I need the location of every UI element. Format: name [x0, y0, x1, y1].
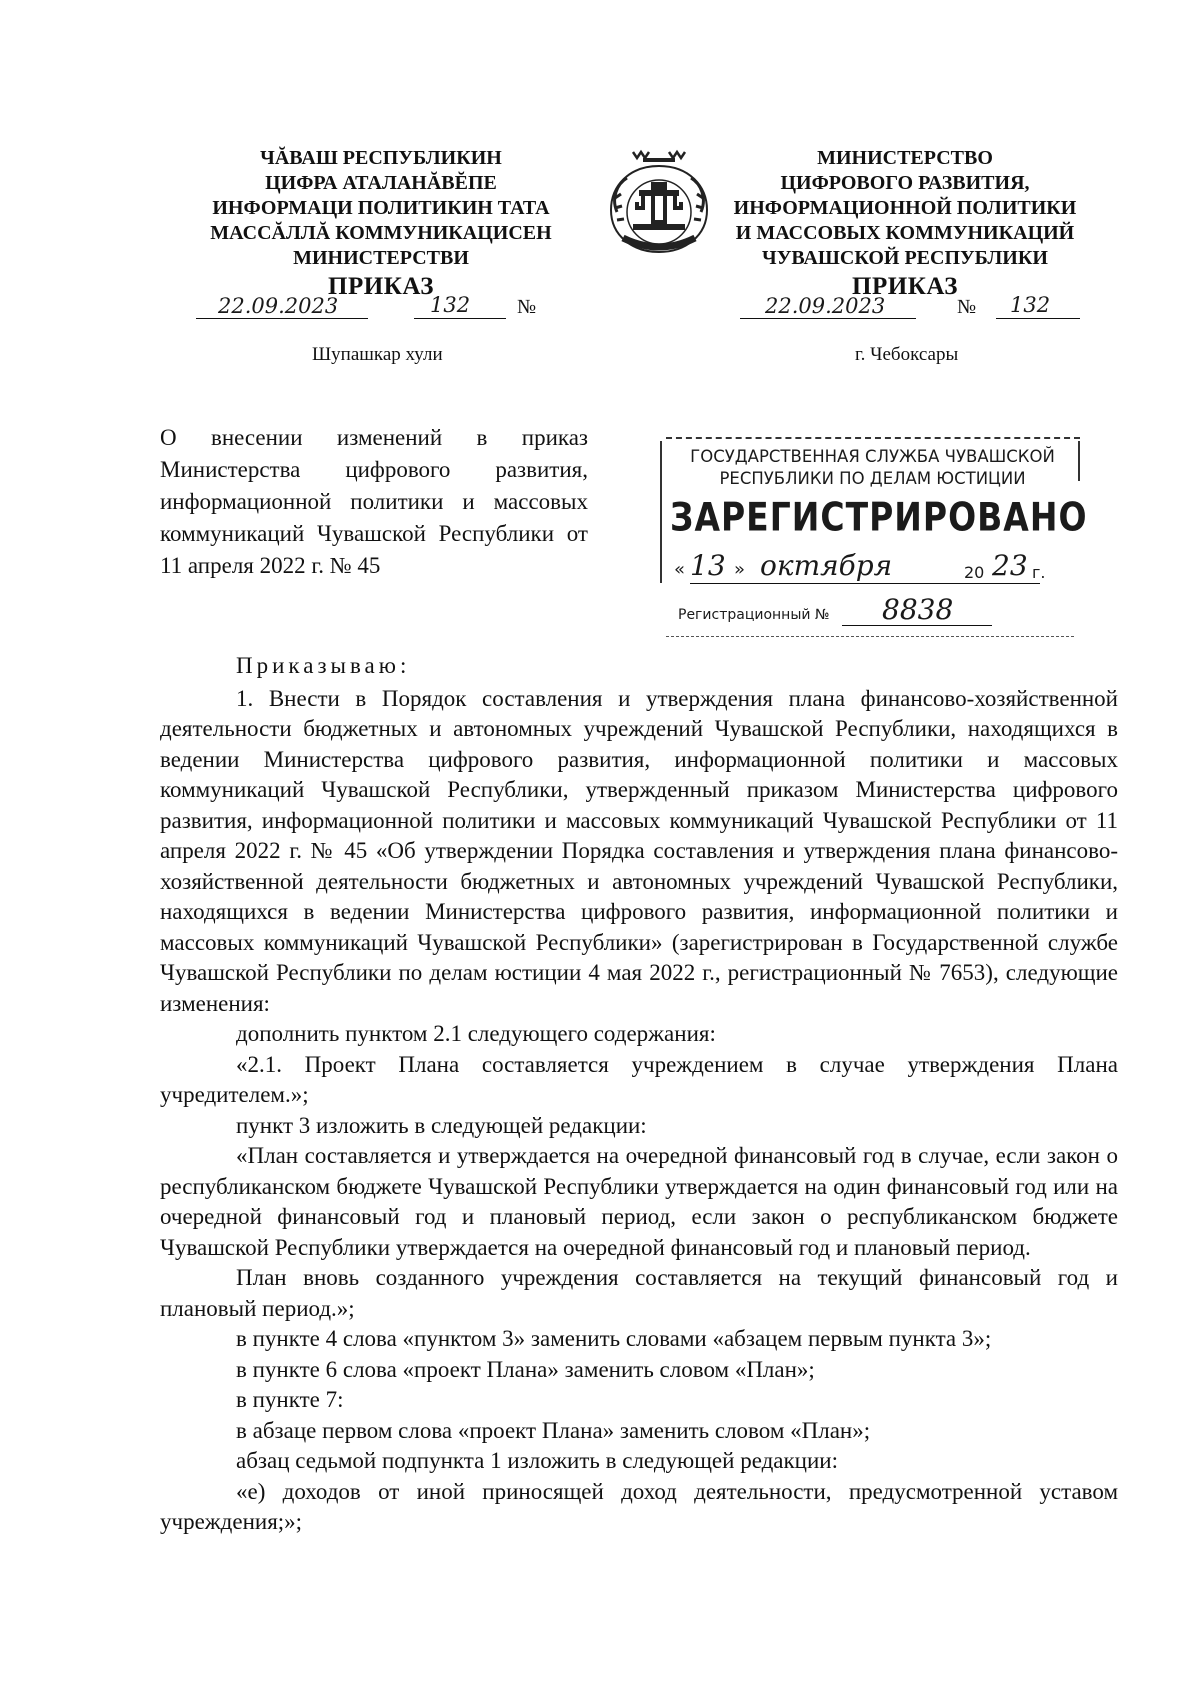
body-paragraph: в пункте 4 слова «пунктом 3» заменить словами «абзацем первым пункта 3»; [236, 1326, 992, 1351]
header-left-line: МИНИСТЕРСТВИ [293, 247, 469, 269]
body-paragraph: пункт 3 изложить в следующей редакции: [236, 1112, 647, 1138]
body-paragraph: «План составляется и утверждается на очередной финансовый год в случае, если закон о республиканском бюджете Чувашской Республики утверждается на один финансовый год или на очередной финансовый год и плановый период, если закон о республиканском бюджете Чувашской Республики утверждается на очередной финансовый год и плановый период. [160, 1143, 1118, 1260]
stamp-month-handwritten: октября [760, 549, 893, 582]
stamp-day-handwritten: 13 [690, 549, 726, 582]
header-right-line: ЧУВАШСКОЙ РЕСПУБЛИКИ [762, 247, 1048, 269]
handwritten-date-left: 22.09.2023 [218, 294, 339, 318]
body-paragraph: 1. Внести в Порядок составления и утверждения плана финансово-хозяйственной деятельности бюджетных и автономных учреждений Чувашской Республики, находящихся в ведении Министерства цифрового развития, информационной политики и массовых коммуникаций Чувашской Республики, утвержденный приказом Министерства цифрового развития, информационной политики и массовых коммуникаций Чувашской Республики от 11 апреля 2022 г. № 45 «Об утверждении Порядка составления и утверждения плана финансово-хозяйственной деятельности бюджетных и автономных учреждений Чувашской Республики, находящихся в ведении Министерства цифрового развития, информационной политики и массовых коммуникаций Чувашской Республики» (зарегистрирован в Государственной службе Чувашской Республики по делам юстиции 4 мая 2022 г., регистрационный № 7653), следующие изменения: [160, 685, 1118, 1016]
chuvash-emblem-icon [603, 138, 715, 256]
header-left-line: МАССĂЛЛĂ КОММУНИКАЦИСЕН [210, 222, 552, 244]
stamp-org-line: ГОСУДАРСТВЕННАЯ СЛУЖБА ЧУВАШСКОЙ [690, 447, 1055, 466]
handwritten-number-left: 132 [430, 293, 471, 317]
city-left: Шупашкар хули [312, 344, 443, 365]
city-right: г. Чебоксары [855, 344, 959, 365]
stamp-reg-number-label: Регистрационный № [678, 607, 830, 623]
date-underline-right [740, 318, 916, 319]
header-left-line: ЧĂВАШ РЕСПУБЛИКИН [260, 147, 502, 169]
stamp-registered: ЗАРЕГИСТРИРОВАНО [670, 493, 1088, 540]
stamp-date-line [674, 549, 1046, 582]
document-body [160, 651, 1118, 1538]
stamp-org-line: РЕСПУБЛИКИ ПО ДЕЛАМ ЮСТИЦИИ [719, 469, 1026, 488]
body-paragraph: План вновь созданного учреждения составляется на текущий финансовый год и плановый период.»; [160, 1265, 1118, 1321]
header-right-line: МИНИСТЕРСТВО [817, 147, 993, 169]
registration-stamp [660, 437, 1088, 637]
body-paragraph: в пункте 7: [236, 1387, 344, 1412]
header-right-line: И МАССОВЫХ КОММУНИКАЦИЙ [735, 222, 1075, 244]
stamp-border-top [666, 437, 1080, 439]
handwritten-number-right: 132 [1010, 293, 1051, 317]
header-right [725, 146, 1085, 302]
stamp-year-suffix: г. [1032, 563, 1046, 582]
body-paragraph: дополнить пунктом 2.1 следующего содержания: [236, 1021, 716, 1046]
number-underline-right [996, 318, 1080, 319]
header-right-line: ИНФОРМАЦИОННОЙ ПОЛИТИКИ [733, 197, 1077, 219]
handwritten-date-right: 22.09.2023 [765, 294, 886, 318]
number-underline-left [414, 318, 506, 319]
stamp-border-left [660, 441, 662, 583]
order-word: Приказываю: [236, 653, 411, 678]
document-subject: О внесении изменений в приказ Министерства цифрового развития, информационной политики и массовых коммуникаций Чувашской Республики от 11 апреля 2022 г. № 45 [160, 425, 588, 578]
stamp-year-handwritten: 23 [992, 549, 1028, 582]
body-paragraph: «е) доходов от иной приносящей доход деятельности, предусмотренной уставом учреждения;»; [160, 1478, 1118, 1534]
header-left-line: ИНФОРМАЦИ ПОЛИТИКИН ТАТА [212, 197, 550, 219]
stamp-close-quote: » [734, 559, 746, 580]
stamp-date-underline [690, 583, 1040, 584]
date-underline-left [196, 318, 368, 319]
body-paragraph: в абзаце первом слова «проект Плана» заменить словом «План»; [236, 1417, 871, 1443]
stamp-open-quote: « [674, 559, 686, 580]
body-paragraph: абзац седьмой подпункта 1 изложить в следующей редакции: [236, 1448, 838, 1473]
stamp-reg-number-handwritten: 8838 [882, 593, 954, 626]
header-left [196, 146, 566, 302]
stamp-year-prefix: 20 [964, 563, 985, 582]
header-right-line: ЦИФРОВОГО РАЗВИТИЯ, [780, 172, 1030, 194]
stamp-border-right [1078, 441, 1080, 481]
stamp-border-bottom [666, 636, 1074, 637]
number-sign-right: № [957, 296, 977, 318]
stamp-organization [670, 446, 1075, 490]
body-paragraph: в пункте 6 слова «проект Плана» заменить словом «План»; [236, 1356, 815, 1382]
order-title-right: ПРИКАЗ [852, 273, 958, 300]
order-title-left: ПРИКАЗ [328, 273, 434, 300]
number-sign-left: № [517, 296, 537, 318]
header-left-line: ЦИФРА АТАЛАНĂВĔПЕ [265, 172, 497, 194]
body-paragraph: «2.1. Проект Плана составляется учреждением в случае утверждения Плана учредителем.»; [160, 1051, 1118, 1107]
